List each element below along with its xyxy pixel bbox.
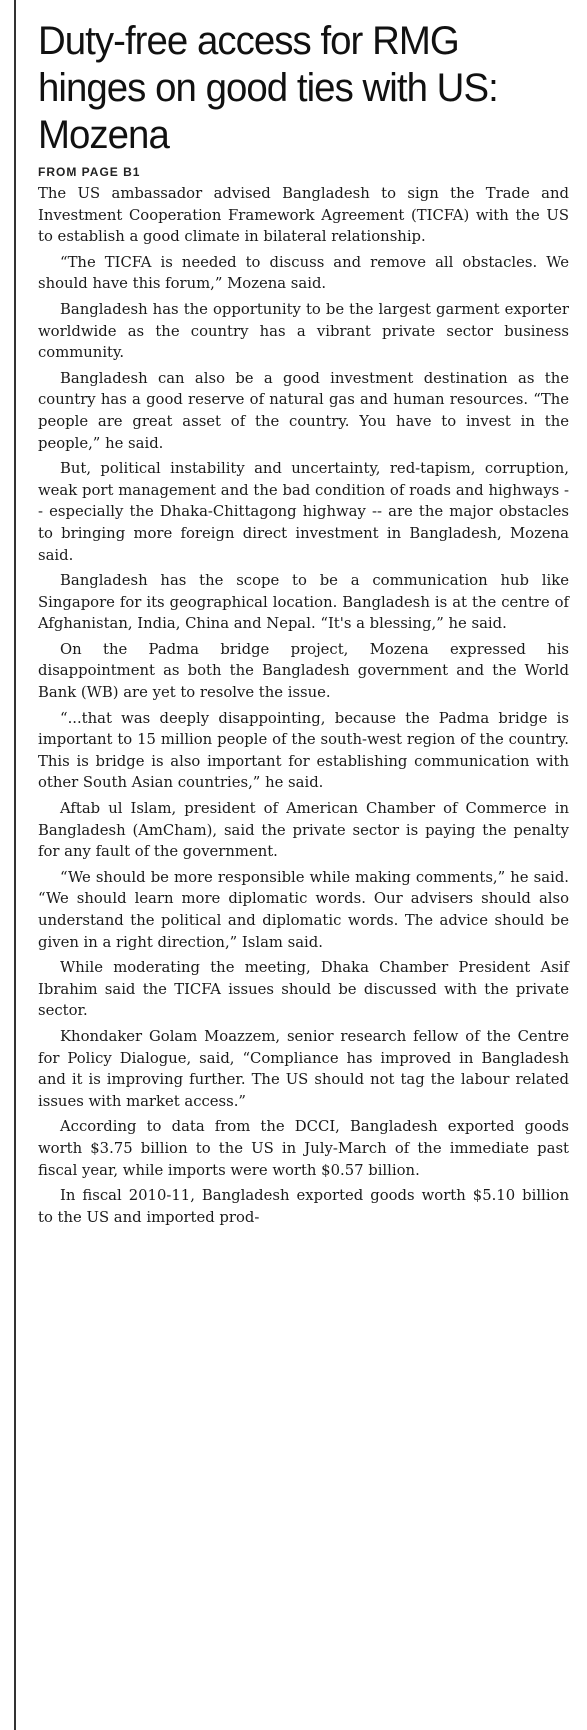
paragraph: Bangladesh has the opportunity to be the largest garment exporter worldwide as the country has a vibrant private sector business community. xyxy=(38,300,569,362)
paragraph: “...that was deeply disappointing, because the Padma bridge is important to 15 million people of the south-west region of the country. This is bridge is also important for establishing communication with other South Asian countries,” he said. xyxy=(38,709,569,792)
paragraph: “We should be more responsible while making comments,” he said. “We should learn more diplomatic words. Our advisers should also understand the political and diplomatic words. The advice should be given in a right direction,” Islam said. xyxy=(38,868,569,951)
paragraph: The US ambassador advised Bangladesh to sign the Trade and Investment Cooperation Framework Agreement (TICFA) with the US to establish a good climate in bilateral relationship. xyxy=(38,185,569,246)
continued-from-label: FROM PAGE B1 xyxy=(38,165,141,179)
paragraph: While moderating the meeting, Dhaka Chamber President Asif Ibrahim said the TICFA issues should be discussed with the private sector. xyxy=(38,959,569,1020)
paragraph: According to data from the DCCI, Bangladesh exported goods worth $3.75 billion to the US in July-March of the immediate past fiscal year, while imports were worth $0.57 billion. xyxy=(38,1118,569,1179)
article-body xyxy=(38,183,569,1228)
paragraph: Khondaker Golam Moazzem, senior research fellow of the Centre for Policy Dialogue, said, “Compliance has improved in Bangladesh and it is improving further. The US should not tag the labour related issues with market access.” xyxy=(38,1027,569,1110)
paragraph: Bangladesh can also be a good investment destination as the country has a good reserve of natural gas and human resources. “The people are great asset of the country. You have to invest in the people,” he said. xyxy=(38,369,569,452)
paragraph: Aftab ul Islam, president of American Chamber of Commerce in Bangladesh (AmCham), said the private sector is paying the penalty for any fault of the government. xyxy=(38,800,569,861)
headline: Duty-free access for RMG hinges on good ties with US: Mozena xyxy=(38,19,498,157)
paragraph: On the Padma bridge project, Mozena expressed his disappointment as both the Bangladesh government and the World Bank (WB) are yet to resolve the issue. xyxy=(38,640,569,702)
paragraph: In fiscal 2010-11, Bangladesh exported goods worth $5.10 billion to the US and imported prod- xyxy=(38,1187,569,1226)
paragraph: But, political instability and uncertainty, red-tapism, corruption, weak port management and the bad condition of roads and highways -- especially the Dhaka-Chittagong highway -- are the major obstacles to bringing more foreign direct investment in Bangladesh, Mozena said. xyxy=(38,460,569,564)
paragraph: Bangladesh has the scope to be a communication hub like Singapore for its geographical location. Bangladesh is at the centre of Afghanistan, India, China and Nepal. “It's a blessing,” he said. xyxy=(38,572,569,633)
paragraph: “The TICFA is needed to discuss and remove all obstacles. We should have this forum,” Mozena said. xyxy=(38,253,569,293)
